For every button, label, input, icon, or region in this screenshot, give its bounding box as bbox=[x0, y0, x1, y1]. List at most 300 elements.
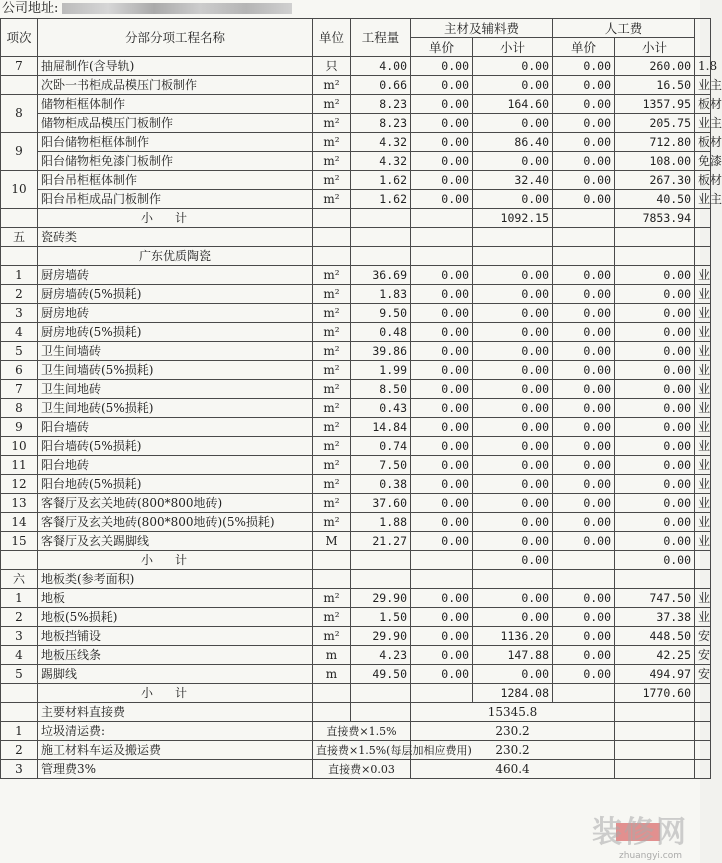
row-index: 9 bbox=[1, 418, 38, 437]
row-material-price: 0.00 bbox=[411, 323, 473, 342]
table-row bbox=[1, 133, 711, 152]
row-note: 业 bbox=[695, 304, 711, 323]
row-labor-subtotal: 0.00 bbox=[615, 399, 695, 418]
row-labor-price: 0.00 bbox=[553, 152, 615, 171]
row-qty: 39.86 bbox=[351, 342, 411, 361]
row-labor-subtotal: 0.00 bbox=[615, 532, 695, 551]
row-name: 阳台吊柜框体制作 bbox=[38, 171, 313, 190]
empty-cell bbox=[351, 684, 411, 703]
row-qty: 4.00 bbox=[351, 57, 411, 76]
row-material-subtotal: 164.60 bbox=[473, 95, 553, 114]
row-name: 地板压线条 bbox=[38, 646, 313, 665]
row-unit: M bbox=[313, 532, 351, 551]
table-row bbox=[1, 475, 711, 494]
row-unit: m² bbox=[313, 323, 351, 342]
row-material-price: 0.00 bbox=[411, 532, 473, 551]
empty-cell bbox=[411, 570, 473, 589]
row-labor-price: 0.00 bbox=[553, 266, 615, 285]
row-qty: 29.90 bbox=[351, 589, 411, 608]
empty-cell bbox=[1, 703, 38, 722]
table-row bbox=[1, 285, 711, 304]
row-labor-price: 0.00 bbox=[553, 456, 615, 475]
row-labor-price: 0.00 bbox=[553, 399, 615, 418]
row-qty: 1.62 bbox=[351, 171, 411, 190]
row-labor-price: 0.00 bbox=[553, 532, 615, 551]
row-qty: 8.23 bbox=[351, 114, 411, 133]
row-index: 7 bbox=[1, 380, 38, 399]
row-material-price: 0.00 bbox=[411, 646, 473, 665]
table-row bbox=[1, 627, 711, 646]
row-material-price: 0.00 bbox=[411, 418, 473, 437]
row-index: 4 bbox=[1, 646, 38, 665]
tile-subtotal-body bbox=[1, 551, 711, 589]
subtotal-row bbox=[1, 551, 711, 570]
row-name: 储物柜成品模压门板制作 bbox=[38, 114, 313, 133]
row-labor-price: 0.00 bbox=[553, 608, 615, 627]
watermark-logo: 装修网 bbox=[592, 815, 688, 850]
row-material-price: 0.00 bbox=[411, 304, 473, 323]
row-index: 6 bbox=[1, 361, 38, 380]
empty-cell bbox=[553, 247, 615, 266]
table-row bbox=[1, 76, 711, 95]
empty-cell bbox=[313, 703, 351, 722]
row-labor-subtotal: 0.00 bbox=[615, 323, 695, 342]
empty-cell bbox=[411, 684, 473, 703]
row-unit: m² bbox=[313, 608, 351, 627]
empty-cell bbox=[351, 551, 411, 570]
row-labor-subtotal: 42.25 bbox=[615, 646, 695, 665]
row-material-subtotal: 0.00 bbox=[473, 76, 553, 95]
row-qty: 1.99 bbox=[351, 361, 411, 380]
row-material-price: 0.00 bbox=[411, 475, 473, 494]
row-unit: m² bbox=[313, 513, 351, 532]
row-labor-subtotal: 0.00 bbox=[615, 456, 695, 475]
row-name: 卫生间墙砖(5%损耗) bbox=[38, 361, 313, 380]
row-qty: 8.23 bbox=[351, 95, 411, 114]
row-labor-subtotal: 712.80 bbox=[615, 133, 695, 152]
row-qty: 0.74 bbox=[351, 437, 411, 456]
row-material-price: 0.00 bbox=[411, 456, 473, 475]
fee-name: 垃圾清运费: bbox=[38, 722, 313, 741]
section-title: 瓷砖类 bbox=[38, 228, 313, 247]
row-material-price: 0.00 bbox=[411, 114, 473, 133]
row-qty: 1.88 bbox=[351, 513, 411, 532]
header-labor-unit-price: 单价 bbox=[553, 38, 615, 57]
row-labor-subtotal: 108.00 bbox=[615, 152, 695, 171]
row-material-subtotal: 32.40 bbox=[473, 171, 553, 190]
row-note: 业 bbox=[695, 494, 711, 513]
fee-basis: 直接费×0.03 bbox=[313, 760, 411, 779]
empty-cell bbox=[553, 684, 615, 703]
header-name: 分部分项工程名称 bbox=[38, 19, 313, 57]
quotation-table bbox=[0, 18, 722, 779]
row-qty: 21.27 bbox=[351, 532, 411, 551]
row-qty: 1.83 bbox=[351, 285, 411, 304]
row-unit: m² bbox=[313, 437, 351, 456]
row-labor-subtotal: 0.00 bbox=[615, 437, 695, 456]
row-material-price: 0.00 bbox=[411, 627, 473, 646]
company-address bbox=[0, 0, 702, 18]
subtotal-material: 1092.15 bbox=[473, 209, 553, 228]
subtotal-label bbox=[38, 209, 313, 228]
row-name: 厨房地砖(5%损耗) bbox=[38, 323, 313, 342]
row-unit: m² bbox=[313, 304, 351, 323]
row-material-subtotal: 0.00 bbox=[473, 475, 553, 494]
empty-cell bbox=[695, 247, 711, 266]
row-note: 安 bbox=[695, 627, 711, 646]
row-note: 业 bbox=[695, 475, 711, 494]
fee-row bbox=[1, 760, 711, 779]
row-index: 1 bbox=[1, 266, 38, 285]
row-material-subtotal: 0.00 bbox=[473, 114, 553, 133]
row-unit: m² bbox=[313, 456, 351, 475]
fee-row bbox=[1, 722, 711, 741]
row-qty: 14.84 bbox=[351, 418, 411, 437]
row-name: 客餐厅及玄关地砖(800*800地砖) bbox=[38, 494, 313, 513]
subtotal-row bbox=[1, 209, 711, 228]
row-material-price: 0.00 bbox=[411, 665, 473, 684]
empty-cell bbox=[411, 209, 473, 228]
row-labor-subtotal: 0.00 bbox=[615, 494, 695, 513]
brand-title: 广东优质陶瓷 bbox=[38, 247, 313, 266]
row-unit: m² bbox=[313, 418, 351, 437]
row-material-price: 0.00 bbox=[411, 95, 473, 114]
tile-body bbox=[1, 266, 711, 551]
fee-amount: 230.2 bbox=[411, 741, 615, 760]
row-material-price: 0.00 bbox=[411, 190, 473, 209]
row-name: 储物柜框体制作 bbox=[38, 95, 313, 114]
row-labor-subtotal: 267.30 bbox=[615, 171, 695, 190]
empty-cell bbox=[351, 228, 411, 247]
row-material-subtotal: 0.00 bbox=[473, 190, 553, 209]
empty-cell bbox=[411, 551, 473, 570]
row-qty: 0.48 bbox=[351, 323, 411, 342]
row-material-price: 0.00 bbox=[411, 513, 473, 532]
section-number: 六 bbox=[1, 570, 38, 589]
header-material-group: 主材及辅料费 bbox=[411, 19, 553, 38]
row-unit: 只 bbox=[313, 57, 351, 76]
fee-index: 2 bbox=[1, 741, 38, 760]
row-material-price: 0.00 bbox=[411, 589, 473, 608]
row-unit: m² bbox=[313, 285, 351, 304]
table-row bbox=[1, 114, 711, 133]
row-material-price: 0.00 bbox=[411, 437, 473, 456]
empty-cell bbox=[1, 684, 38, 703]
row-material-subtotal: 0.00 bbox=[473, 380, 553, 399]
row-labor-price: 0.00 bbox=[553, 190, 615, 209]
watermark-url: zhuangyi.com bbox=[619, 851, 682, 861]
row-labor-price: 0.00 bbox=[553, 304, 615, 323]
empty-cell bbox=[1, 209, 38, 228]
header-quantity: 工程量 bbox=[351, 19, 411, 57]
table-row bbox=[1, 323, 711, 342]
row-material-price: 0.00 bbox=[411, 266, 473, 285]
row-index: 9 bbox=[1, 133, 38, 171]
row-name: 阳台储物柜框体制作 bbox=[38, 133, 313, 152]
subtotal-label-text: 小计 bbox=[140, 210, 209, 225]
row-labor-subtotal: 0.00 bbox=[615, 418, 695, 437]
table-header-row bbox=[1, 19, 711, 38]
row-name: 踢脚线 bbox=[38, 665, 313, 684]
row-unit: m² bbox=[313, 399, 351, 418]
row-labor-subtotal: 0.00 bbox=[615, 513, 695, 532]
row-material-subtotal: 0.00 bbox=[473, 152, 553, 171]
row-material-subtotal: 0.00 bbox=[473, 57, 553, 76]
empty-cell bbox=[313, 228, 351, 247]
row-name: 阳台吊柜成品门板制作 bbox=[38, 190, 313, 209]
row-note: 业 bbox=[695, 589, 711, 608]
empty-cell bbox=[615, 722, 695, 741]
empty-cell bbox=[695, 760, 711, 779]
row-material-price: 0.00 bbox=[411, 399, 473, 418]
empty-cell bbox=[615, 247, 695, 266]
empty-cell bbox=[615, 741, 695, 760]
empty-cell bbox=[473, 570, 553, 589]
row-labor-subtotal: 37.38 bbox=[615, 608, 695, 627]
row-note: 业 bbox=[695, 532, 711, 551]
empty-cell bbox=[695, 722, 711, 741]
row-name: 次卧一书柜成品模压门板制作 bbox=[38, 76, 313, 95]
row-labor-price: 0.00 bbox=[553, 380, 615, 399]
row-name: 厨房墙砖(5%损耗) bbox=[38, 285, 313, 304]
row-index: 5 bbox=[1, 342, 38, 361]
row-unit: m² bbox=[313, 95, 351, 114]
row-index: 8 bbox=[1, 95, 38, 133]
row-material-price: 0.00 bbox=[411, 361, 473, 380]
subtotal-labor: 7853.94 bbox=[615, 209, 695, 228]
fee-index: 1 bbox=[1, 722, 38, 741]
row-qty: 0.38 bbox=[351, 475, 411, 494]
table-row bbox=[1, 190, 711, 209]
empty-cell bbox=[615, 760, 695, 779]
row-note: 业 bbox=[695, 380, 711, 399]
row-labor-subtotal: 40.50 bbox=[615, 190, 695, 209]
subtotal-label bbox=[38, 684, 313, 703]
row-material-subtotal: 0.00 bbox=[473, 266, 553, 285]
row-labor-subtotal: 0.00 bbox=[615, 342, 695, 361]
row-material-subtotal: 0.00 bbox=[473, 608, 553, 627]
row-name: 阳台地砖 bbox=[38, 456, 313, 475]
table-row bbox=[1, 646, 711, 665]
row-index: 4 bbox=[1, 323, 38, 342]
row-material-subtotal: 0.00 bbox=[473, 513, 553, 532]
subtotal-material: 0.00 bbox=[473, 551, 553, 570]
empty-cell bbox=[473, 228, 553, 247]
row-unit: m bbox=[313, 646, 351, 665]
fee-name: 管理费3% bbox=[38, 760, 313, 779]
row-labor-price: 0.00 bbox=[553, 76, 615, 95]
table-row bbox=[1, 304, 711, 323]
header-unit: 单位 bbox=[313, 19, 351, 57]
row-labor-price: 0.00 bbox=[553, 589, 615, 608]
empty-cell bbox=[553, 228, 615, 247]
row-material-subtotal: 0.00 bbox=[473, 665, 553, 684]
row-note: 业 bbox=[695, 513, 711, 532]
row-labor-subtotal: 0.00 bbox=[615, 304, 695, 323]
row-unit: m² bbox=[313, 114, 351, 133]
empty-cell bbox=[351, 247, 411, 266]
row-unit: m² bbox=[313, 627, 351, 646]
row-labor-price: 0.00 bbox=[553, 513, 615, 532]
table-row bbox=[1, 608, 711, 627]
row-name: 地板(5%损耗) bbox=[38, 608, 313, 627]
row-material-price: 0.00 bbox=[411, 76, 473, 95]
header-material-unit-price: 单价 bbox=[411, 38, 473, 57]
row-note: 业 bbox=[695, 342, 711, 361]
row-qty: 37.60 bbox=[351, 494, 411, 513]
row-note: 业 bbox=[695, 608, 711, 627]
row-material-subtotal: 0.00 bbox=[473, 589, 553, 608]
header-labor-group: 人工费 bbox=[553, 19, 695, 38]
empty-cell bbox=[615, 570, 695, 589]
row-qty: 29.90 bbox=[351, 627, 411, 646]
table-row bbox=[1, 456, 711, 475]
row-labor-subtotal: 747.50 bbox=[615, 589, 695, 608]
row-name: 客餐厅及玄关地砖(800*800地砖)(5%损耗) bbox=[38, 513, 313, 532]
row-material-price: 0.00 bbox=[411, 57, 473, 76]
row-unit: m bbox=[313, 665, 351, 684]
row-note: 业主 bbox=[695, 76, 711, 95]
row-labor-price: 0.00 bbox=[553, 646, 615, 665]
row-name: 阳台墙砖 bbox=[38, 418, 313, 437]
row-material-subtotal: 147.88 bbox=[473, 646, 553, 665]
fee-name: 施工材料车运及搬运费 bbox=[38, 741, 313, 760]
row-labor-subtotal: 1357.95 bbox=[615, 95, 695, 114]
row-qty: 0.43 bbox=[351, 399, 411, 418]
row-unit: m² bbox=[313, 361, 351, 380]
row-qty: 1.62 bbox=[351, 190, 411, 209]
row-index: 12 bbox=[1, 475, 38, 494]
row-note: 安 bbox=[695, 665, 711, 684]
table-row bbox=[1, 399, 711, 418]
empty-cell bbox=[553, 570, 615, 589]
row-qty: 4.32 bbox=[351, 133, 411, 152]
empty-cell bbox=[695, 741, 711, 760]
row-index: 1 bbox=[1, 589, 38, 608]
row-material-price: 0.00 bbox=[411, 380, 473, 399]
subtotal-label-text: 小计 bbox=[140, 685, 209, 700]
company-address-label: 公司地址: bbox=[2, 1, 59, 16]
row-index: 3 bbox=[1, 627, 38, 646]
row-unit: m² bbox=[313, 475, 351, 494]
floor-body bbox=[1, 589, 711, 684]
row-note: 业 bbox=[695, 418, 711, 437]
empty-cell bbox=[695, 570, 711, 589]
empty-cell bbox=[351, 209, 411, 228]
row-note: 板材 bbox=[695, 95, 711, 114]
empty-cell bbox=[615, 228, 695, 247]
empty-cell bbox=[411, 247, 473, 266]
row-unit: m² bbox=[313, 266, 351, 285]
row-labor-subtotal: 260.00 bbox=[615, 57, 695, 76]
row-note: 业主 bbox=[695, 190, 711, 209]
row-labor-price: 0.00 bbox=[553, 361, 615, 380]
table-row bbox=[1, 95, 711, 114]
fee-amount: 460.4 bbox=[411, 760, 615, 779]
row-labor-subtotal: 0.00 bbox=[615, 475, 695, 494]
row-qty: 4.23 bbox=[351, 646, 411, 665]
row-name: 地板 bbox=[38, 589, 313, 608]
header-material-subtotal: 小计 bbox=[473, 38, 553, 57]
row-name: 卫生间地砖 bbox=[38, 380, 313, 399]
empty-cell bbox=[313, 209, 351, 228]
row-note: 业主 bbox=[695, 114, 711, 133]
row-material-price: 0.00 bbox=[411, 133, 473, 152]
row-qty: 1.50 bbox=[351, 608, 411, 627]
row-material-subtotal: 0.00 bbox=[473, 437, 553, 456]
table-row bbox=[1, 532, 711, 551]
row-note: 业 bbox=[695, 437, 711, 456]
row-qty: 9.50 bbox=[351, 304, 411, 323]
row-material-subtotal: 0.00 bbox=[473, 361, 553, 380]
empty-cell bbox=[313, 570, 351, 589]
row-labor-price: 0.00 bbox=[553, 285, 615, 304]
table-row bbox=[1, 342, 711, 361]
table-row bbox=[1, 513, 711, 532]
row-material-subtotal: 0.00 bbox=[473, 456, 553, 475]
row-name: 抽屉制作(含导轨) bbox=[38, 57, 313, 76]
fee-basis: 直接费×1.5% bbox=[313, 722, 411, 741]
table-row bbox=[1, 361, 711, 380]
row-name: 厨房墙砖 bbox=[38, 266, 313, 285]
row-material-subtotal: 0.00 bbox=[473, 342, 553, 361]
direct-cost-row bbox=[1, 703, 711, 722]
row-qty: 0.66 bbox=[351, 76, 411, 95]
table-row bbox=[1, 437, 711, 456]
row-name: 厨房地砖 bbox=[38, 304, 313, 323]
header-index: 项次 bbox=[1, 19, 38, 57]
row-labor-subtotal: 0.00 bbox=[615, 285, 695, 304]
row-labor-price: 0.00 bbox=[553, 418, 615, 437]
empty-cell bbox=[351, 570, 411, 589]
empty-cell bbox=[695, 209, 711, 228]
row-note: 业 bbox=[695, 361, 711, 380]
row-labor-price: 0.00 bbox=[553, 114, 615, 133]
empty-cell bbox=[695, 703, 711, 722]
row-qty: 36.69 bbox=[351, 266, 411, 285]
empty-cell bbox=[1, 551, 38, 570]
row-index: 11 bbox=[1, 456, 38, 475]
fee-basis: 直接费×1.5%(每层加相应费用) bbox=[313, 741, 411, 760]
section-row bbox=[1, 228, 711, 247]
row-index: 10 bbox=[1, 171, 38, 209]
empty-cell bbox=[313, 684, 351, 703]
row-note: 业 bbox=[695, 399, 711, 418]
row-name: 客餐厅及玄关踢脚线 bbox=[38, 532, 313, 551]
section-title: 地板类(参考面积) bbox=[38, 570, 313, 589]
brand-row bbox=[1, 247, 711, 266]
row-index: 10 bbox=[1, 437, 38, 456]
row-name: 地板挡铺设 bbox=[38, 627, 313, 646]
table-row bbox=[1, 494, 711, 513]
row-note: 业 bbox=[695, 323, 711, 342]
direct-cost-title: 主要材料直接费 bbox=[38, 703, 313, 722]
empty-cell bbox=[351, 703, 411, 722]
row-labor-subtotal: 494.97 bbox=[615, 665, 695, 684]
row-material-price: 0.00 bbox=[411, 342, 473, 361]
row-labor-subtotal: 16.50 bbox=[615, 76, 695, 95]
table-row bbox=[1, 266, 711, 285]
subtotal-material: 1284.08 bbox=[473, 684, 553, 703]
row-unit: m² bbox=[313, 494, 351, 513]
row-labor-price: 0.00 bbox=[553, 342, 615, 361]
row-index: 2 bbox=[1, 608, 38, 627]
table-row bbox=[1, 152, 711, 171]
row-note: 业 bbox=[695, 456, 711, 475]
row-unit: m² bbox=[313, 190, 351, 209]
empty-cell bbox=[615, 703, 695, 722]
row-labor-price: 0.00 bbox=[553, 475, 615, 494]
